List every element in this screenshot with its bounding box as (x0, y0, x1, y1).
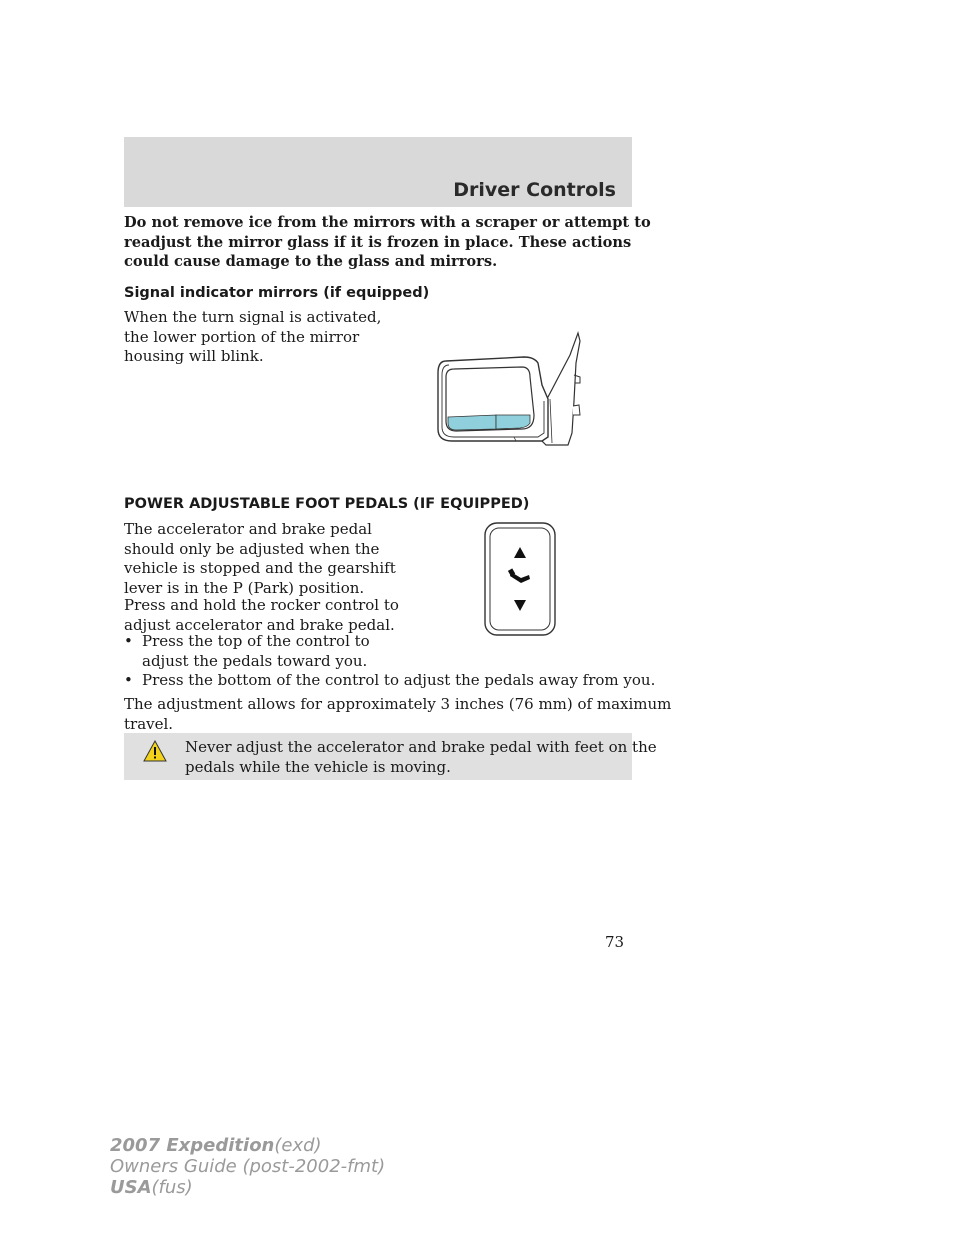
footer-line-1 (110, 1135, 385, 1156)
footer-model: 2007 Expedition (110, 1135, 275, 1156)
signal-mirrors-heading: Signal indicator mirrors (if equipped) (124, 285, 430, 301)
side-mirror-signal-illustration (430, 305, 590, 450)
paragraph-line: adjust accelerator and brake pedal. (124, 615, 395, 634)
paragraph-line: The accelerator and brake pedal (124, 520, 372, 538)
ice-warning-line: could cause damage to the glass and mirrors. (124, 253, 498, 270)
bullet-text (142, 632, 370, 671)
bullet-text (142, 671, 655, 691)
caution-line: pedals while the vehicle is moving. (185, 757, 451, 776)
paragraph-line: Press and hold the rocker control to (124, 596, 399, 614)
paragraph-line: the lower portion of the mirror (124, 327, 360, 346)
warning-triangle-icon (143, 740, 167, 762)
signal-mirrors-paragraph (124, 308, 381, 367)
bullet-icon: • (124, 632, 133, 650)
caution-text (185, 738, 657, 777)
footer-model-code: (exd) (274, 1135, 322, 1156)
paragraph-line: lever is in the P (Park) position. (124, 578, 365, 597)
paragraph-line: travel. (124, 714, 174, 733)
ice-warning-line: Do not remove ice from the mirrors with a scraper or attempt to (124, 214, 651, 231)
ice-warning-line: readjust the mirror glass if it is frozen in place. These actions (124, 233, 632, 251)
document-footer (110, 1135, 385, 1198)
pedals-heading: POWER ADJUSTABLE FOOT PEDALS (IF EQUIPPED) (124, 496, 530, 512)
bullet-line: adjust the pedals toward you. (142, 651, 368, 670)
footer-line-3 (110, 1177, 385, 1198)
footer-line-2: Owners Guide (post-2002-fmt) (110, 1156, 386, 1177)
paragraph-line: housing will blink. (124, 347, 264, 365)
pedal-rocker-switch-illustration (482, 520, 558, 638)
footer-market: USA (110, 1177, 152, 1198)
ice-warning-paragraph (124, 213, 651, 272)
pedals-intro-paragraph (124, 520, 396, 598)
paragraph-line: When the turn signal is activated, (124, 308, 382, 326)
paragraph-line: should only be adjusted when the (124, 539, 380, 558)
paragraph-line: vehicle is stopped and the gearshift (124, 559, 396, 577)
caution-box (124, 733, 657, 780)
footer-market-code: (fus) (151, 1177, 193, 1198)
travel-paragraph (124, 695, 671, 734)
bullet-line: Press the bottom of the control to adjust the pedals away from you. (142, 671, 656, 689)
caution-line: Never adjust the accelerator and brake pedal with feet on the (185, 738, 657, 756)
section-title: Driver Controls (453, 179, 616, 201)
paragraph-line: The adjustment allows for approximately 3 inches (76 mm) of maximum (124, 695, 672, 713)
signal-strip (448, 415, 496, 430)
page-number: 73 (605, 933, 625, 951)
pedals-press-paragraph (124, 596, 399, 635)
section-header (124, 137, 632, 207)
bullet-icon: • (124, 671, 133, 689)
bullet-line: Press the top of the control to (142, 632, 370, 650)
